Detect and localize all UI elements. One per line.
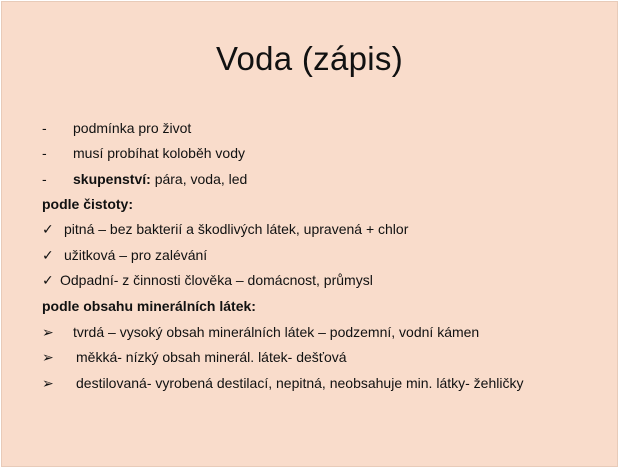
line-text: užitková – pro zalévání xyxy=(64,247,208,263)
line-bold-term: skupenství: xyxy=(73,171,151,187)
slide xyxy=(1,1,618,467)
line-text: pitná – bez bakterií a škodlivých látek, upravená + chlor xyxy=(64,221,409,237)
line-text: měkká- nízký obsah minerál. látek- dešťová xyxy=(76,349,347,365)
arrowhead-icon: ➢ xyxy=(42,324,54,340)
heading-text: podle obsahu minerálních látek: xyxy=(42,298,256,314)
line-text xyxy=(73,168,247,190)
line-text: podmínka pro život xyxy=(73,120,192,136)
line-text: Odpadní- z činnosti člověka – domácnost, průmysl xyxy=(60,272,373,288)
line-text: musí probíhat koloběh vody xyxy=(73,145,245,161)
dash-bullet: - xyxy=(42,145,47,161)
dash-bullet: - xyxy=(42,171,47,187)
line-text-rest: pára, voda, led xyxy=(150,171,248,187)
arrowhead-icon: ➢ xyxy=(42,349,54,365)
slide-title: Voda (zápis) xyxy=(215,40,404,77)
check-icon: ✓ xyxy=(42,272,54,288)
heading-text: podle čistoty: xyxy=(42,196,134,212)
arrowhead-icon: ➢ xyxy=(42,375,54,391)
line-text: tvrdá – vysoký obsah minerálních látek – podzemní, vodní kámen xyxy=(73,324,480,340)
line-text: destilovaná- vyrobená destilací, nepitná, neobsahuje min. látky- žehličky xyxy=(76,375,524,391)
dash-bullet: - xyxy=(42,120,47,136)
check-icon: ✓ xyxy=(42,221,54,237)
check-icon: ✓ xyxy=(42,247,54,263)
